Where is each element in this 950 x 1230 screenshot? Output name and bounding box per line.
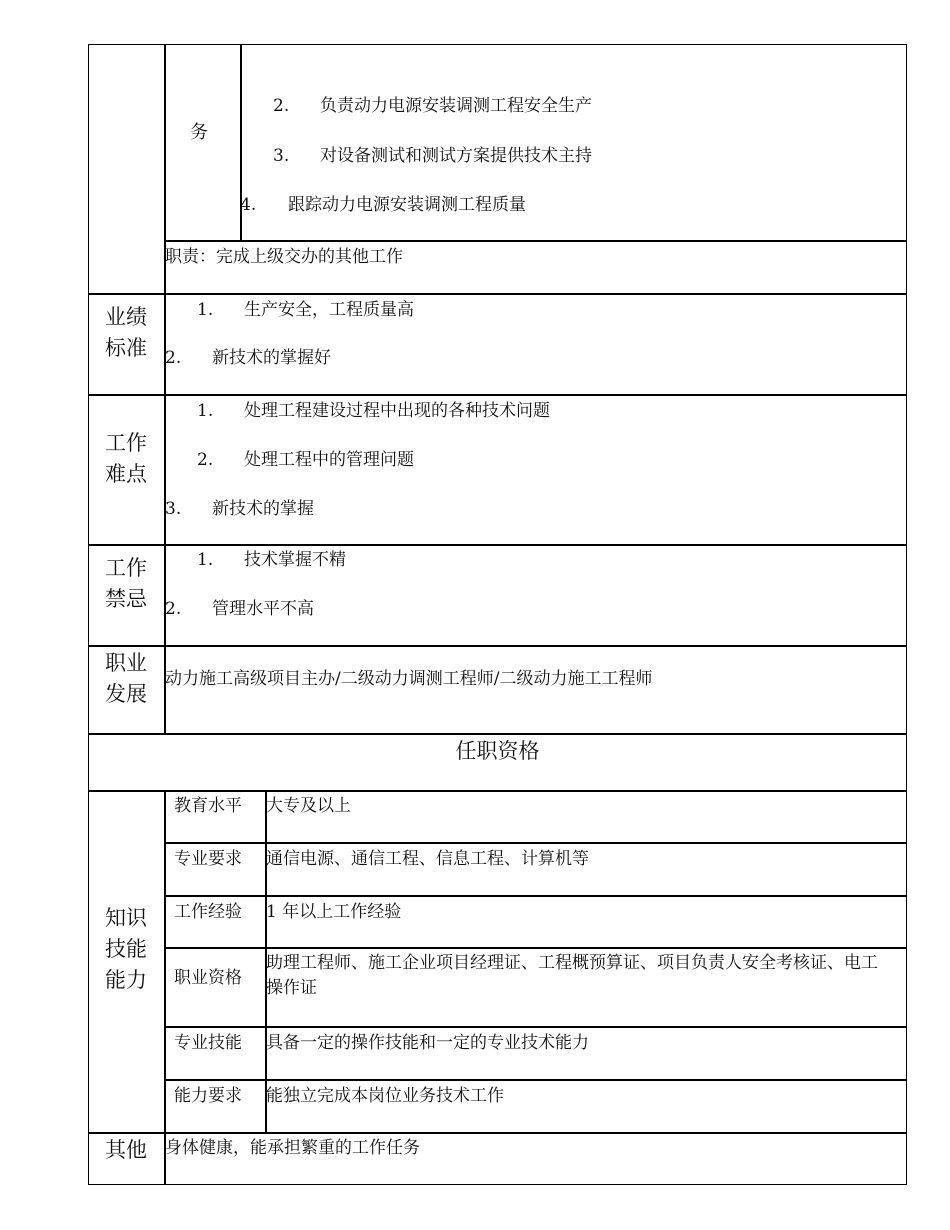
requirement-value: 大专及以上 bbox=[266, 796, 351, 816]
grid-line bbox=[164, 790, 166, 1185]
knowledge-label-line: 技能 bbox=[105, 937, 147, 961]
taboo-item-number: 1. bbox=[197, 550, 214, 570]
grid-line bbox=[88, 645, 907, 647]
grid-line bbox=[88, 293, 907, 295]
duty-item-number: 2. bbox=[273, 96, 290, 116]
career-label-line: 职业 bbox=[105, 651, 147, 675]
difficulty-item-text: 处理工程中的管理问题 bbox=[244, 450, 414, 470]
grid-line bbox=[164, 947, 907, 949]
requirement-key: 工作经验 bbox=[174, 902, 242, 922]
career-label-line: 发展 bbox=[105, 682, 147, 706]
requirement-value: 1 年以上工作经验 bbox=[266, 902, 402, 922]
performance-item-number: 1. bbox=[197, 300, 214, 320]
grid-line bbox=[88, 394, 907, 396]
qualification-section-title: 任职资格 bbox=[455, 739, 540, 763]
grid-line bbox=[164, 1026, 907, 1028]
difficulties-label bbox=[88, 428, 164, 490]
grid-line bbox=[164, 240, 907, 242]
duty-item-text: 跟踪动力电源安装调测工程质量 bbox=[288, 195, 526, 215]
requirement-value: 助理工程师、施工企业项目经理证、工程概预算证、项目负责人安全考核证、电工操作证 bbox=[266, 953, 878, 998]
grid-line bbox=[88, 1132, 907, 1134]
knowledge-label-line: 能力 bbox=[105, 968, 147, 992]
career-label bbox=[88, 648, 164, 710]
difficulties-label-line: 工作 bbox=[105, 431, 147, 455]
requirement-value: 通信电源、通信工程、信息工程、计算机等 bbox=[266, 849, 589, 869]
difficulties-label-line: 难点 bbox=[105, 462, 147, 486]
duty-item-number: 4. bbox=[240, 195, 257, 215]
requirement-value: 具备一定的操作技能和一定的专业技术能力 bbox=[266, 1033, 589, 1053]
taboos-label-line: 禁忌 bbox=[105, 587, 147, 611]
taboos-label bbox=[88, 553, 164, 615]
performance-item-text: 新技术的掌握好 bbox=[212, 348, 331, 368]
performance-item-text: 生产安全，工程质量高 bbox=[244, 300, 414, 320]
requirement-key: 职业资格 bbox=[174, 968, 242, 988]
taboo-item-text: 管理水平不高 bbox=[212, 599, 314, 619]
requirement-value: 能独立完成本岗位业务技术工作 bbox=[266, 1086, 504, 1106]
requirement-key: 专业要求 bbox=[174, 849, 242, 869]
grid-line bbox=[88, 733, 907, 735]
grid-line bbox=[164, 895, 907, 897]
performance-label bbox=[88, 302, 164, 364]
other-duties-text: 职责：完成上级交办的其他工作 bbox=[165, 247, 403, 267]
taboos-label-line: 工作 bbox=[105, 556, 147, 580]
difficulty-item-number: 3. bbox=[165, 499, 182, 519]
duties-label: 务 bbox=[190, 122, 208, 143]
difficulty-item-text: 新技术的掌握 bbox=[212, 499, 314, 519]
career-path-text: 动力施工高级项目主办/二级动力调测工程师/二级动力施工工程师 bbox=[165, 669, 653, 689]
grid-line bbox=[88, 544, 907, 546]
taboo-item-text: 技术掌握不精 bbox=[244, 550, 346, 570]
grid-line bbox=[164, 44, 166, 734]
taboo-item-number: 2. bbox=[165, 599, 182, 619]
difficulty-item-text: 处理工程建设过程中出现的各种技术问题 bbox=[244, 401, 550, 421]
duty-item-text: 对设备测试和测试方案提供技术主持 bbox=[320, 146, 592, 166]
difficulty-item-number: 2. bbox=[197, 450, 214, 470]
performance-item-number: 2. bbox=[165, 348, 182, 368]
other-label: 其他 bbox=[105, 1138, 147, 1162]
requirement-key: 专业技能 bbox=[174, 1033, 242, 1053]
grid-line bbox=[164, 842, 907, 844]
performance-label-line: 业绩 bbox=[105, 305, 147, 329]
requirement-key: 能力要求 bbox=[174, 1086, 242, 1106]
knowledge-label bbox=[88, 903, 164, 996]
performance-label-line: 标准 bbox=[105, 336, 147, 360]
requirement-key: 教育水平 bbox=[174, 796, 242, 816]
duty-item-number: 3. bbox=[273, 146, 290, 166]
difficulty-item-number: 1. bbox=[197, 401, 214, 421]
grid-line bbox=[164, 1079, 907, 1081]
duty-item-text: 负责动力电源安装调测工程安全生产 bbox=[320, 96, 592, 116]
grid-line bbox=[88, 790, 907, 792]
other-text: 身体健康，能承担繁重的工作任务 bbox=[165, 1138, 420, 1158]
knowledge-label-line: 知识 bbox=[105, 906, 147, 930]
